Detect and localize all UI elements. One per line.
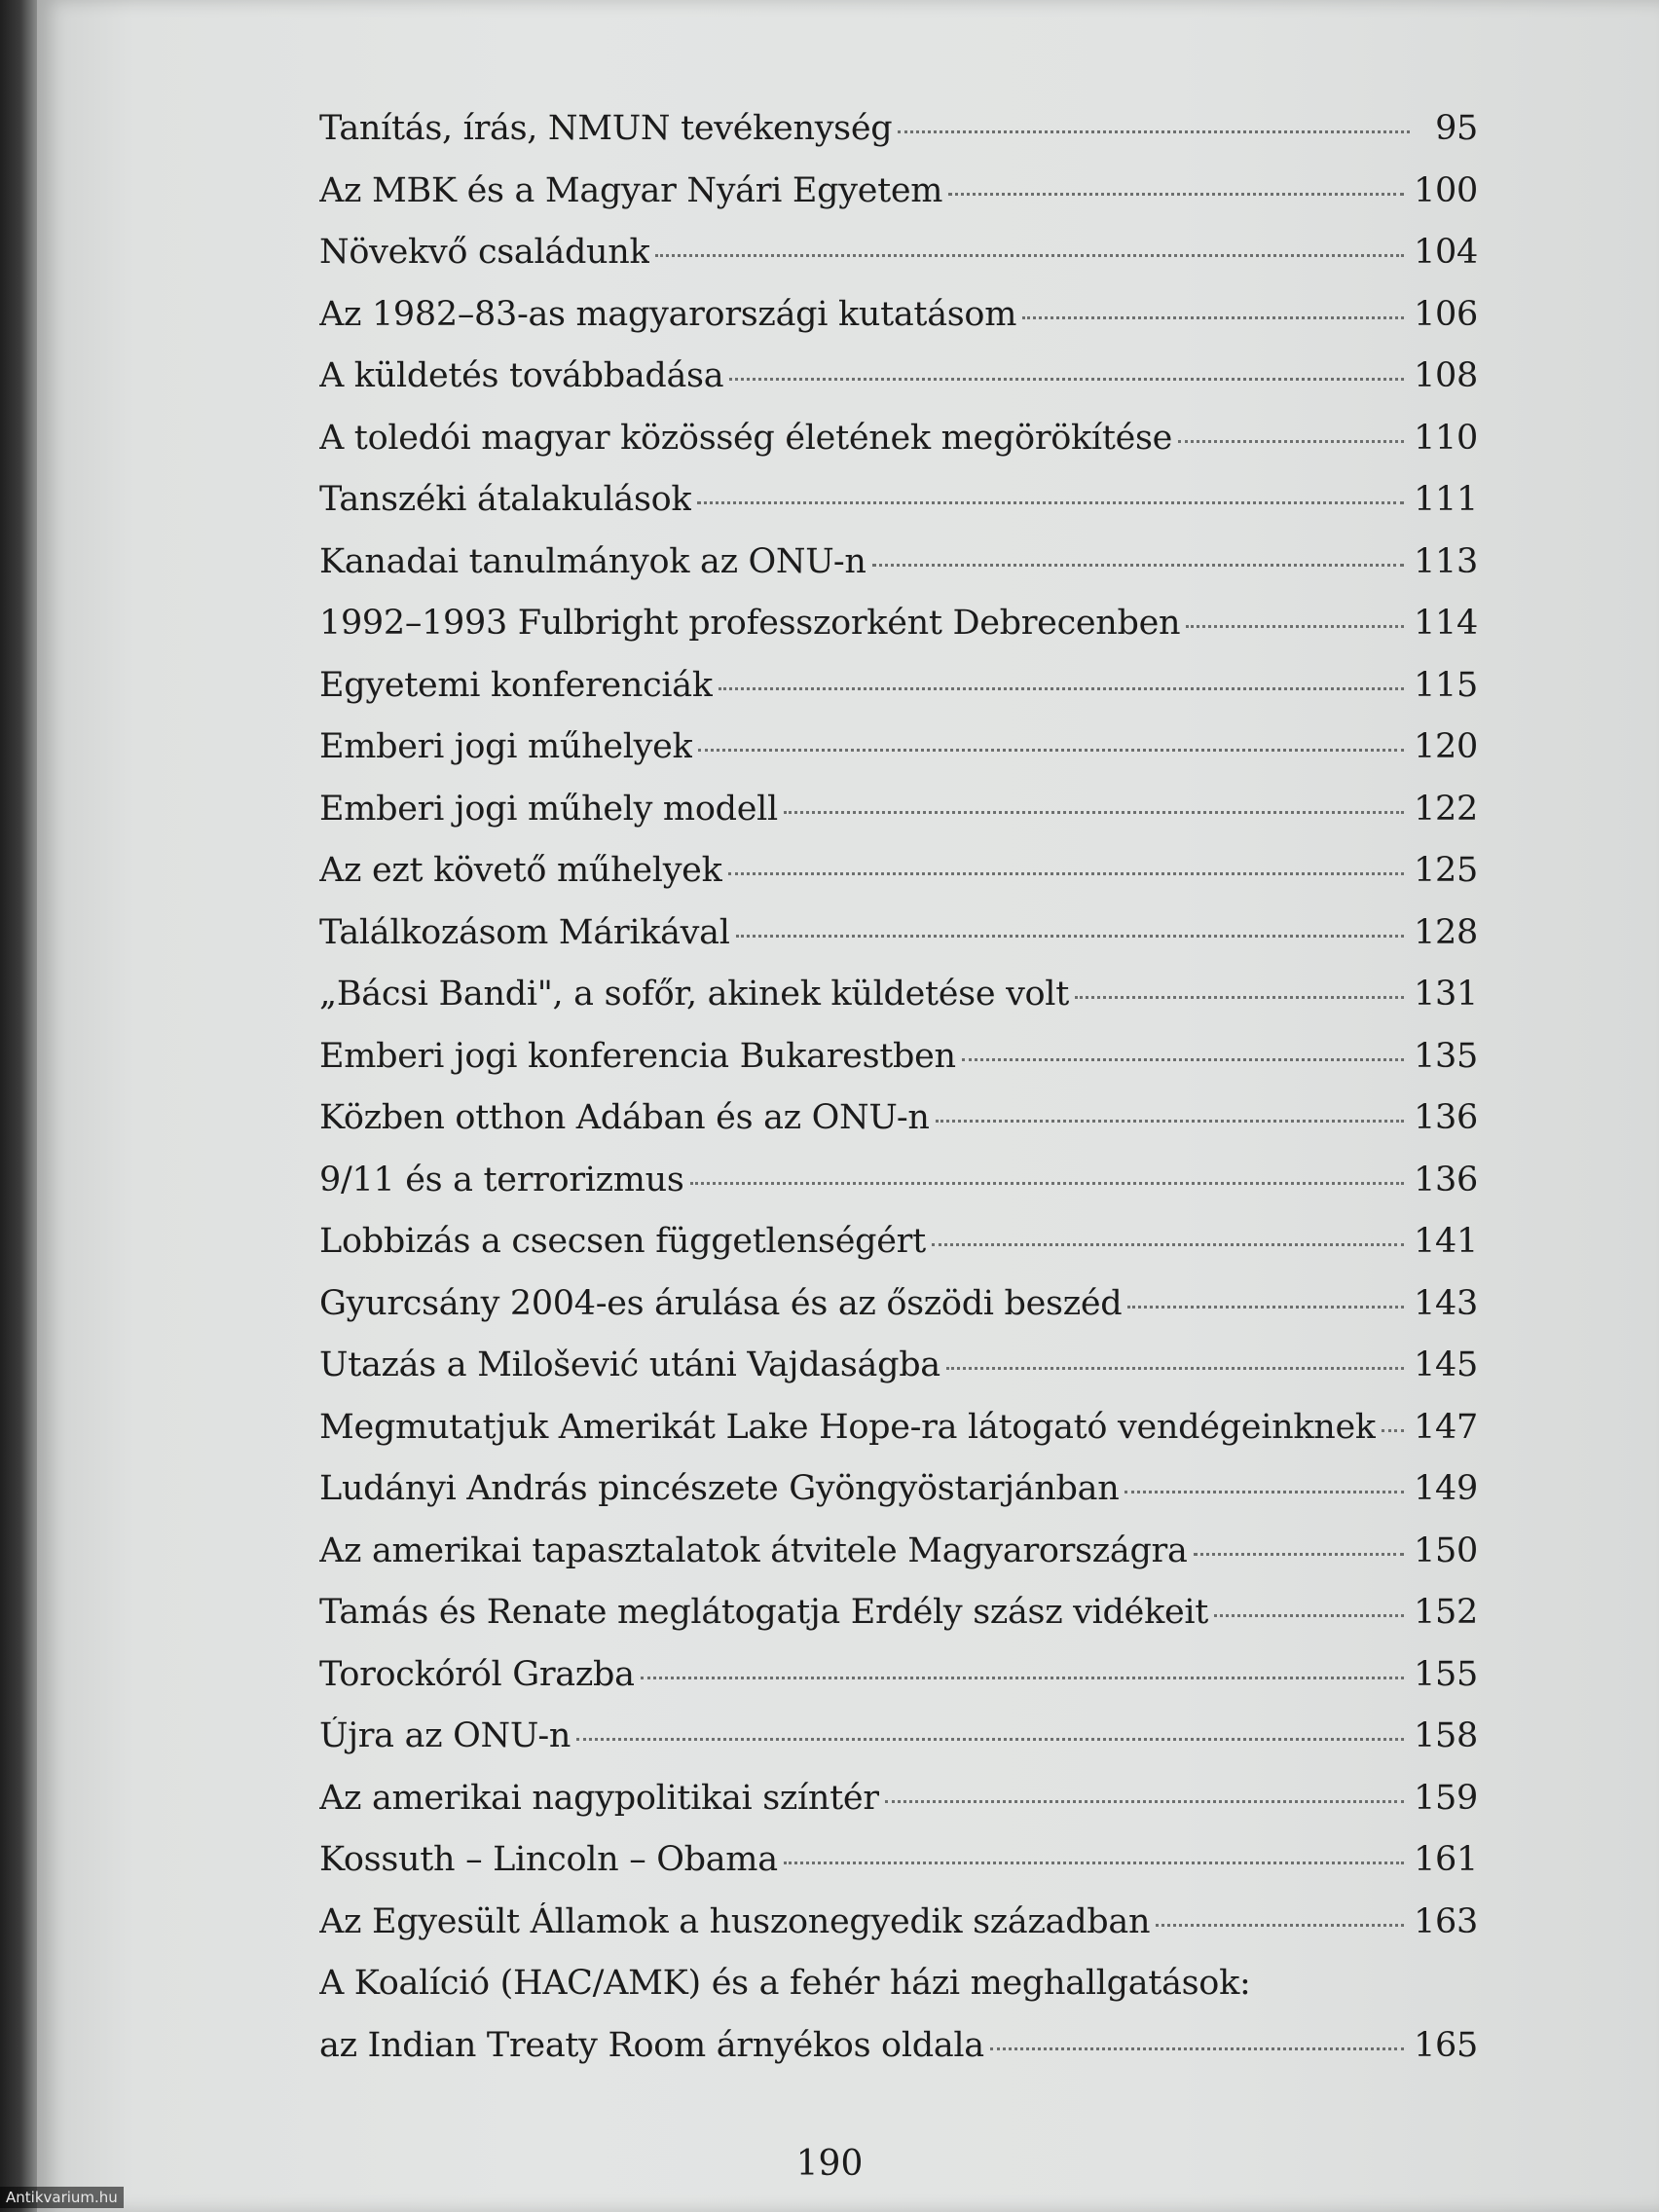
toc-entry-title: Emberi jogi műhely modell [319,789,778,829]
toc-entry-title: Gyurcsány 2004-es árulása és az őszödi beszéd [319,1283,1123,1323]
toc-entry [319,233,1478,295]
book-gutter [0,0,37,2212]
toc-entry-title: Utazás a Milošević utáni Vajdaságba [319,1346,940,1384]
page-number: 190 [795,2144,864,2184]
dot-leader [898,130,1410,133]
toc-entry [319,1098,1478,1161]
toc-entry-page: 135 [1414,1036,1478,1076]
toc-entry [319,171,1478,234]
dot-leader [655,254,1404,257]
dot-leader [932,1243,1404,1246]
toc-entry-page: 150 [1414,1530,1478,1570]
toc-entry [319,1469,1478,1531]
dot-leader [1075,996,1404,999]
dot-leader [784,1862,1404,1864]
toc-entry-title: 1992–1993 Fulbright professzorként Debrecenben [319,604,1181,643]
toc-entry [319,1222,1478,1284]
toc-entry-title: Lobbizás a csecsen függetlenségért [319,1222,926,1261]
toc-entry-page: 155 [1414,1654,1478,1694]
dot-leader [1382,1429,1404,1432]
toc-entry-page: 95 [1435,109,1478,148]
toc-entry-title: Az ezt követő műhelyek [319,851,722,890]
toc-entry-title: Tanszéki átalakulások [319,480,692,519]
toc-entry-page: 149 [1414,1469,1478,1508]
toc-entry [319,1161,1478,1223]
dot-leader [990,2047,1404,2050]
toc-entry-page: 110 [1414,418,1478,458]
toc-entry [319,1593,1478,1655]
toc-entry-title: A Koalíció (HAC/AMK) és a fehér házi meghallgatások: [319,1964,1251,2003]
toc-entry [319,1284,1478,1346]
toc-entry-page: 131 [1414,975,1478,1014]
dot-leader [690,1182,1405,1185]
toc-entry [319,1531,1478,1594]
toc-entry-page: 136 [1414,1160,1478,1199]
dot-leader [885,1800,1404,1803]
toc-entry-title: Az amerikai nagypolitikai színtér [319,1778,879,1818]
toc-entry-title: Kanadai tanulmányok az ONU-n [319,541,866,581]
toc-entry-page: 152 [1414,1593,1478,1632]
toc-entry [319,295,1478,357]
toc-entry [319,851,1478,913]
toc-entry-title: A küldetés továbbadása [319,356,724,395]
toc-entry-title: Megmutatjuk Amerikát Lake Hope-ra látogató vendégeinknek [319,1407,1376,1447]
toc-entry [319,109,1478,171]
toc-entry [319,2026,1478,2088]
dot-leader [729,378,1404,381]
toc-entry-page: 111 [1414,480,1478,519]
toc-entry-title: Az MBK és a Magyar Nyári Egyetem [319,170,943,210]
toc-entry-page: 145 [1414,1346,1478,1384]
toc-entry-page: 108 [1414,356,1478,395]
toc-entry [319,1840,1478,1902]
dot-leader [1156,1924,1404,1927]
toc-entry-title: Emberi jogi műhelyek [319,727,693,766]
toc-entry-page: 141 [1414,1222,1478,1261]
toc-entry-title: az Indian Treaty Room árnyékos oldala [319,2025,984,2065]
toc-entry-title: Közben otthon Adában és az ONU-n [319,1098,930,1137]
toc-entry [319,790,1478,852]
toc-entry-page: 143 [1414,1283,1478,1323]
toc-entry-title: Az amerikai tapasztalatok átvitele Magyarországra [319,1530,1188,1570]
toc-entry [319,604,1478,666]
dot-leader [1194,1553,1405,1556]
toc-entry-title: Kossuth – Lincoln – Obama [319,1840,778,1879]
toc-entry [319,727,1478,790]
toc-entry [319,356,1478,419]
dot-leader [728,872,1405,875]
dot-leader [948,193,1404,196]
toc-entry-title: Találkozásom Márikával [319,912,730,952]
dot-leader [936,1120,1404,1123]
dot-leader [962,1058,1404,1061]
dot-leader [784,811,1404,814]
dot-leader [1186,625,1404,628]
toc-entry-page: 128 [1414,912,1478,952]
toc-entry-page: 113 [1414,541,1478,581]
dot-leader [697,501,1404,504]
watermark: Antikvarium.hu [0,2187,124,2208]
toc-entry-title: Újra az ONU-n [319,1716,571,1755]
toc-entry-title: Tamás és Renate meglátogatja Erdély szász vidékeit [319,1593,1209,1632]
toc-entry-page: 100 [1414,170,1478,210]
dot-leader [946,1367,1404,1370]
toc-entry-page: 163 [1414,1901,1478,1941]
toc-entry-title: Ludányi András pincészete Gyöngyöstarjánban [319,1469,1120,1508]
toc-entry [319,480,1478,542]
toc-entry-title: Emberi jogi konferencia Bukarestben [319,1036,956,1076]
dot-leader [1214,1614,1404,1617]
toc-entry [319,975,1478,1037]
toc-entry [319,542,1478,605]
toc-entry [319,1655,1478,1717]
toc-entry-title: A toledói magyar közösség életének megörökítése [319,418,1173,458]
toc-entry-page: 158 [1414,1716,1478,1755]
toc-entry-title: Növekvő családunk [319,233,650,272]
toc-entry-page: 165 [1414,2025,1478,2065]
toc-entry-page: 115 [1414,665,1478,705]
toc-entry-title: Torockóról Grazba [319,1654,635,1694]
toc-entry [319,913,1478,976]
toc-entry [319,1964,1478,2026]
table-of-contents [319,109,1478,2087]
toc-entry-page: 147 [1414,1407,1478,1447]
toc-entry-title: 9/11 és a terrorizmus [319,1160,684,1199]
toc-entry-page: 136 [1414,1098,1478,1137]
toc-entry-title: „Bácsi Bandi", a sofőr, akinek küldetése volt [319,975,1069,1014]
toc-entry [319,666,1478,728]
dot-leader [719,687,1404,690]
dot-leader [1178,440,1404,443]
toc-entry-page: 122 [1414,789,1478,829]
toc-entry-title: Egyetemi konferenciák [319,665,713,705]
toc-entry-page: 120 [1414,727,1478,766]
dot-leader [698,749,1404,752]
toc-entry-page: 125 [1414,851,1478,890]
toc-entry-title: Az Egyesült Államok a huszonegyedik században [319,1901,1151,1941]
toc-entry-page: 159 [1414,1778,1478,1818]
dot-leader [1124,1491,1404,1493]
toc-entry [319,1716,1478,1779]
toc-entry [319,1408,1478,1470]
toc-entry-page: 114 [1414,604,1478,643]
toc-entry [319,1037,1478,1099]
toc-entry [319,1779,1478,1841]
toc-entry [319,1346,1478,1408]
dot-leader [576,1738,1404,1741]
dot-leader [736,935,1404,938]
dot-leader [1022,316,1404,319]
toc-entry-title: Az 1982–83-as magyarországi kutatásom [319,294,1017,334]
dot-leader [641,1677,1404,1679]
toc-entry [319,1902,1478,1965]
toc-entry-title: Tanítás, írás, NMUN tevékenység [319,109,893,148]
toc-entry [319,419,1478,481]
toc-entry-page: 106 [1414,294,1478,334]
toc-entry-page: 161 [1414,1840,1478,1879]
dot-leader [1127,1306,1404,1309]
dot-leader [872,564,1404,567]
toc-entry-page: 104 [1414,233,1478,272]
